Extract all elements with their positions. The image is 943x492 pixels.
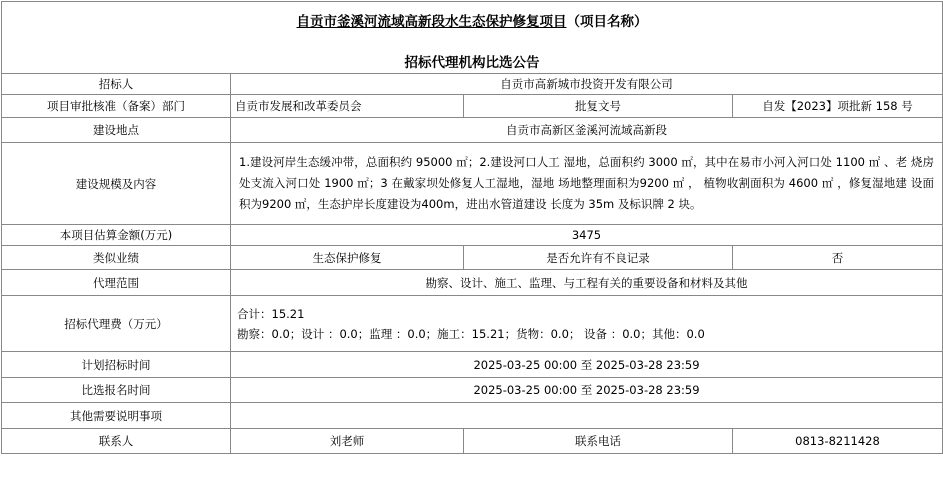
page-subtitle: 招标代理机构比选公告 bbox=[404, 55, 540, 71]
title-row bbox=[2, 2, 943, 74]
estimate-value: 3475 bbox=[231, 225, 943, 246]
row-agency-fee bbox=[2, 296, 943, 352]
row-tender-time bbox=[2, 352, 943, 378]
row-other-notes bbox=[2, 403, 943, 429]
similar-label: 类似业绩 bbox=[2, 246, 231, 270]
row-approval bbox=[2, 95, 943, 118]
agency-fee-value bbox=[231, 296, 943, 352]
register-time-label: 比选报名时间 bbox=[2, 378, 231, 403]
row-location bbox=[2, 118, 943, 143]
other-notes-label: 其他需要说明事项 bbox=[2, 403, 231, 429]
row-agency-scope bbox=[2, 270, 943, 296]
location-value: 自贡市高新区釜溪河流域高新段 bbox=[231, 118, 943, 143]
agency-scope-label: 代理范围 bbox=[2, 270, 231, 296]
agency-fee-total: 合计：15.21 bbox=[237, 306, 305, 321]
other-notes-value bbox=[231, 403, 943, 429]
row-tenderer bbox=[2, 74, 943, 95]
tenderer-label: 招标人 bbox=[2, 74, 231, 95]
project-name-suffix: （项目名称） bbox=[566, 14, 648, 30]
page-title bbox=[6, 12, 938, 32]
row-estimate bbox=[2, 225, 943, 246]
agency-fee-breakdown: 勘察：0.0；设计 ：0.0；监理 ：0.0；施工：15.21；货物：0.0； 设备 ：0.0；其他：0.0 bbox=[237, 326, 705, 341]
project-name: 自贡市釜溪河流域高新段水生态保护修复项目 bbox=[296, 14, 567, 30]
register-time-value: 2025-03-25 00:00 至 2025-03-28 23:59 bbox=[231, 378, 943, 403]
location-label: 建设地点 bbox=[2, 118, 231, 143]
contact-value: 刘老师 bbox=[231, 429, 464, 454]
bad-record-label: 是否允许有不良记录 bbox=[464, 246, 733, 270]
announcement-table bbox=[1, 1, 943, 454]
row-register-time bbox=[2, 378, 943, 403]
similar-value: 生态保护修复 bbox=[231, 246, 464, 270]
tenderer-value: 自贡市高新城市投资开发有限公司 bbox=[231, 74, 943, 95]
agency-fee-label: 招标代理费（万元） bbox=[2, 296, 231, 352]
approval-label: 项目审批核准（备案）部门 bbox=[2, 95, 231, 118]
row-similar bbox=[2, 246, 943, 270]
approval-dept: 自贡市发展和改革委员会 bbox=[231, 95, 464, 118]
row-contact bbox=[2, 429, 943, 454]
approval-doc-label: 批复文号 bbox=[464, 95, 733, 118]
contact-phone-value: 0813-8211428 bbox=[733, 429, 943, 454]
approval-doc-no: 自发【2023】项批新 158 号 bbox=[733, 95, 943, 118]
agency-scope-value: 勘察、设计、施工、监理、与工程有关的重要设备和材料及其他 bbox=[231, 270, 943, 296]
title-cell bbox=[2, 2, 943, 74]
contact-label: 联系人 bbox=[2, 429, 231, 454]
contact-phone-label: 联系电话 bbox=[464, 429, 733, 454]
scale-label: 建设规模及内容 bbox=[2, 143, 231, 225]
tender-time-value: 2025-03-25 00:00 至 2025-03-28 23:59 bbox=[231, 352, 943, 378]
row-scale bbox=[2, 143, 943, 225]
estimate-label: 本项目估算金额(万元) bbox=[2, 225, 231, 246]
bad-record-value: 否 bbox=[733, 246, 943, 270]
tender-time-label: 计划招标时间 bbox=[2, 352, 231, 378]
scale-value: 1.建设河岸生态缓冲带，总面积约 95000 ㎡；2.建设河口人工 湿地，总面积约 3000 ㎡，其中在易市小河入河口处 1100 ㎡ 、老 烧房处支流入河口处 1900 ㎡；3 在戴家坝处修复人工湿地，湿地 场地整理面积为9200 ㎡ ， 植物收割面积为 4600 ㎡ ，修复湿地建 设面积为9200 ㎡，生态护岸长度建设为400m，进出水管道建设 长度为 35m 及标识牌 2 块。 bbox=[231, 143, 943, 225]
